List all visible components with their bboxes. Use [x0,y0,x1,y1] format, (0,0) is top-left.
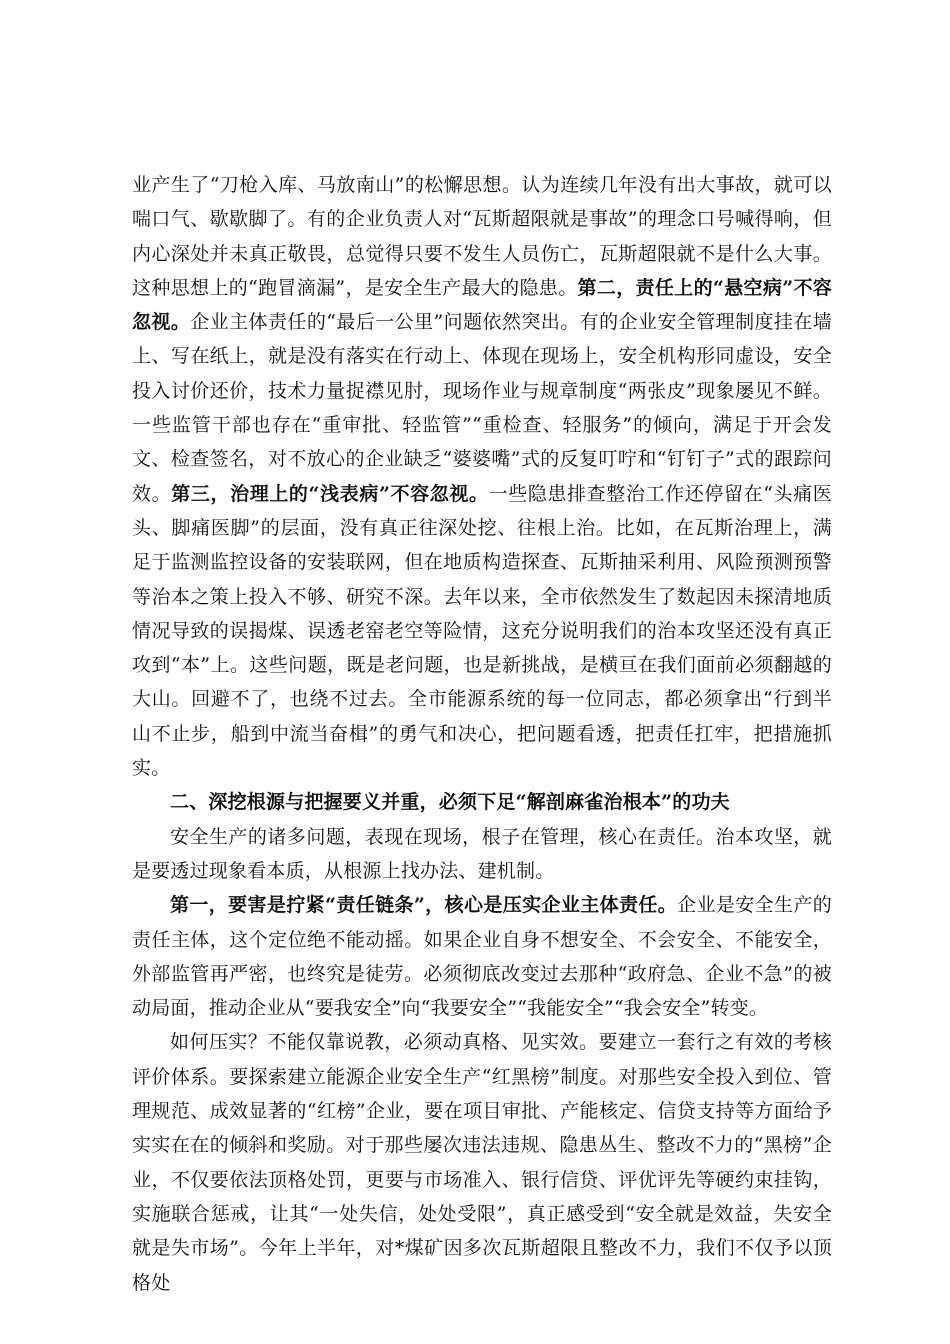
paragraph-4: 如何压实？不能仅靠说教，必须动真格、见实效。要建立一套行之有效的考核评价体系。要探索建立能源企业安全生产“红黑榜”制度。对那些安全投入到位、管理规范、成效显著的“红榜”企业，要在项目审批、产能核定、信贷支持等方面给予实实在在的倾斜和奖励。对于那些屡次违法违规、隐患丛生、整改不力的“黑榜”企业，不仅要依法顶格处罚，更要与市场准入、银行信贷、评优评先等硬约束挂钩，实施联合惩戒，让其“一处失信，处处受限”，真正感受到“安全就是效益，失安全就是失市场”。今年上半年，对*煤矿因多次瓦斯超限且整改不力，我们不仅予以顶格处 [132,1031,832,1294]
paragraph-1 [132,168,832,785]
p1-bold-seg-1: 第二，责任上的“悬空病”不容忽视。 [132,276,832,334]
p1-seg-4: 一些隐患排查整治工作还停留在“头痛医头、脚痛医脚”的层面，没有真正往深处挖、往根上治。比如，在瓦斯治理上，满足于监测监控设备的安装联网，但在地质构造探查、瓦斯抽采利用、风险预测预警等治本之策上投入不够、研究不深。去年以来，全市依然发生了数起因未探清地质情况导致的误揭煤、误透老窑老空等险情，这充分说明我们的治本攻坚还没有真正攻到“本”上。这些问题，既是老问题，也是新挑战，是横亘在我们面前必须翻越的大山。回避不了，也绕不过去。全市能源系统的每一位同志，都必须拿出“行到半山不止步，船到中流当奋楫”的勇气和决心，把问题看透，把责任扛牢，把措施抓实。 [132,482,832,780]
p3-seg-1: 企业是安全生产的责任主体，这个定位绝不能动摇。如果企业自身不想安全、不会安全、不能安全，外部监管再严密，也终究是徒劳。必须彻底改变过去那种“政府急、企业不急”的被动局面，推动企业从“要我安全”向“我要安全”“我能安全”“我会安全”转变。 [132,894,832,1020]
p1-seg-0: 业产生了“刀枪入库、马放南山”的松懈思想。认为连续几年没有出大事故，就可以喘口气、歇歇脚了。有的企业负责人对“瓦斯超限就是事故”的理念口号喊得响，但内心深处并未真正敬畏，总觉得只要不发生人员伤亡，瓦斯超限就不是什么大事。这种思想上的“跑冒滴漏”，是安全生产最大的隐患。 [132,174,832,299]
paragraph-2: 安全生产的诸多问题，表现在现场，根子在管理，核心在责任。治本攻坚，就是要透过现象看本质，从根源上找办法、建机制。 [132,825,832,882]
p3-bold-seg-0: 第一，要害是拧紧“责任链条”，核心是压实企业主体责任。 [170,894,678,917]
document-body [132,168,832,1300]
p1-bold-seg-3: 第三，治理上的“浅表病”不容忽视。 [171,482,489,505]
paragraph-3 [132,888,832,1025]
p1-seg-2: 企业主体责任的“最后一公里”问题依然突出。有的企业安全管理制度挂在墙上、写在纸上，就是没有落实在行动上、体现在现场上，安全机构形同虚设，安全投入讨价还价，技术力量捉襟见肘，现场作业与规章制度“两张皮”现象屡见不鲜。一些监管干部也存在“重审批、轻监管”“重检查、轻服务”的倾向，满足于开会发文、检查签名，对不放心的企业缺乏“婆婆嘴”式的反复叮咛和“钉钉子”式的跟踪问效。 [132,311,832,505]
section-heading-2: 二、深挖根源与把握要义并重，必须下足“解剖麻雀治根本”的功夫 [170,791,730,814]
